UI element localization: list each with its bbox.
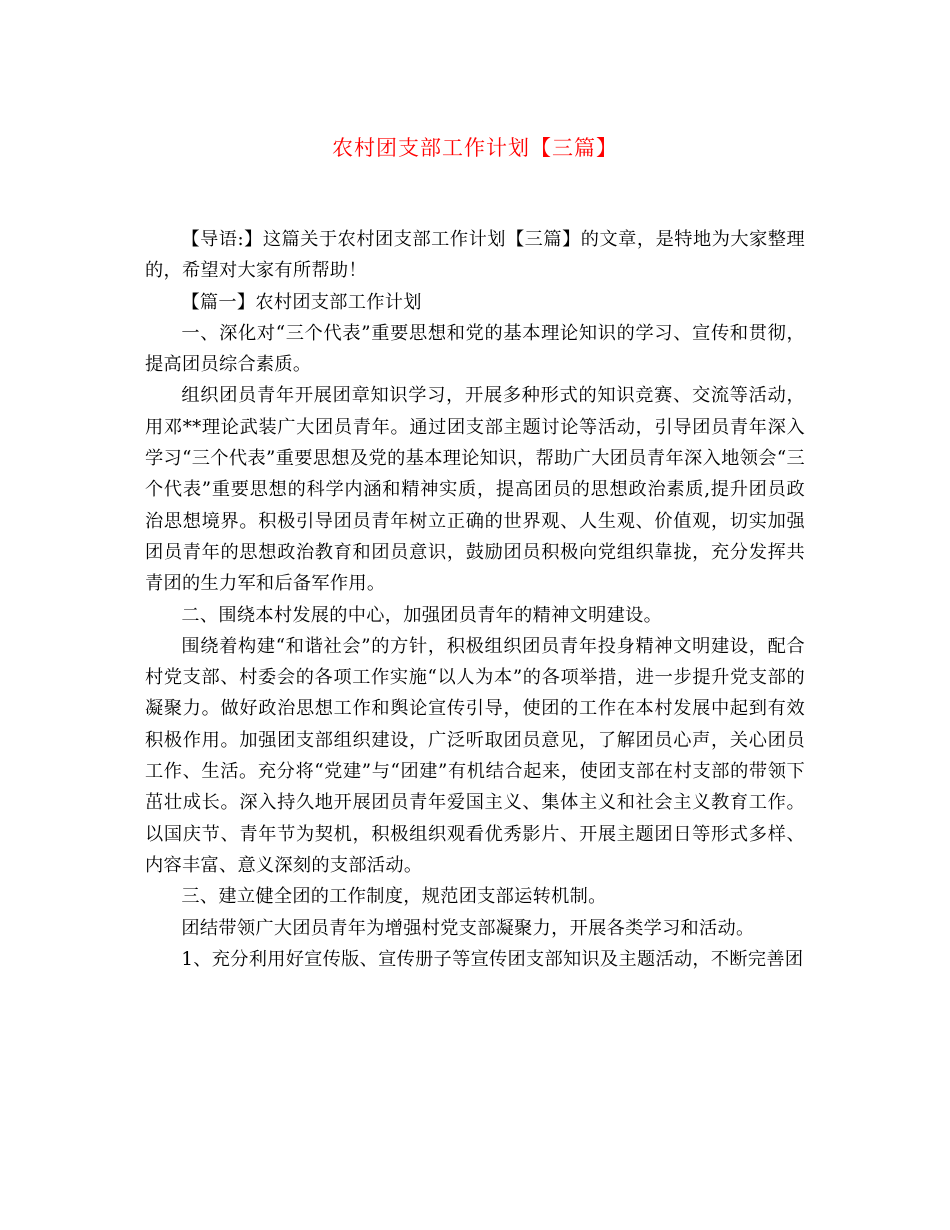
body-paragraph: 组织团员青年开展团章知识学习，开展多种形式的知识竞赛、交流等活动，用邓**理论武装广大团员青年。通过团支部主题讨论等活动，引导团员青年深入学习“三个代表”重要思想及党的基本理论知识，帮助广大团员青年深入地领会“三个代表”重要思想的科学内涵和精神实质，提高团员的思想政治素质,提升团员政治思想境界。积极引导团员青年树立正确的世界观、人生观、价值观，切实加强团员青年的思想政治教育和团员意识，鼓励团员积极向党组织靠拢，充分发挥共青团的生力军和后备军作用。 — [145, 385, 805, 595]
item-heading-three: 三、建立健全团的工作制度，规范团支部运转机制。 — [181, 886, 607, 908]
body-paragraph: 团结带领广大团员青年为增强村党支部凝聚力，开展各类学习和活动。 — [181, 917, 755, 939]
section-heading-part-one: 【篇一】农村团支部工作计划 — [181, 291, 422, 313]
list-item-one: 1、充分利用好宣传版、宣传册子等宣传团支部知识及主题活动，不断完善团 — [181, 948, 804, 970]
item-heading-two: 二、围绕本村发展的中心，加强团员青年的精神文明建设。 — [181, 604, 663, 626]
intro-paragraph: 【导语:】这篇关于农村团支部工作计划【三篇】的文章，是特地为大家整理的，希望对大家有所帮助！ — [145, 229, 805, 282]
item-heading-one: 一、深化对“三个代表”重要思想和党的基本理论知识的学习、宣传和贯彻，提高团员综合素质。 — [145, 322, 805, 376]
body-paragraph: 围绕着构建“和谐社会”的方针，积极组织团员青年投身精神文明建设，配合村党支部、村委会的各项工作实施“以人为本”的各项举措，进一步提升党支部的凝聚力。做好政治思想工作和舆论宣传引导，使团的工作在本村发展中起到有效积极作用。加强团支部组织建设，广泛听取团员意见，了解团员心声，关心团员工作、生活。充分将“党建”与“团建”有机结合起来，使团支部在村支部的带领下茁壮成长。深入持久地开展团员青年爱国主义、集体主义和社会主义教育工作。以国庆节、青年节为契机，积极组织观看优秀影片、开展主题团日等形式多样、内容丰富、意义深刻的支部活动。 — [145, 635, 805, 876]
document-title: 农村团支部工作计划【三篇】 — [332, 136, 618, 160]
